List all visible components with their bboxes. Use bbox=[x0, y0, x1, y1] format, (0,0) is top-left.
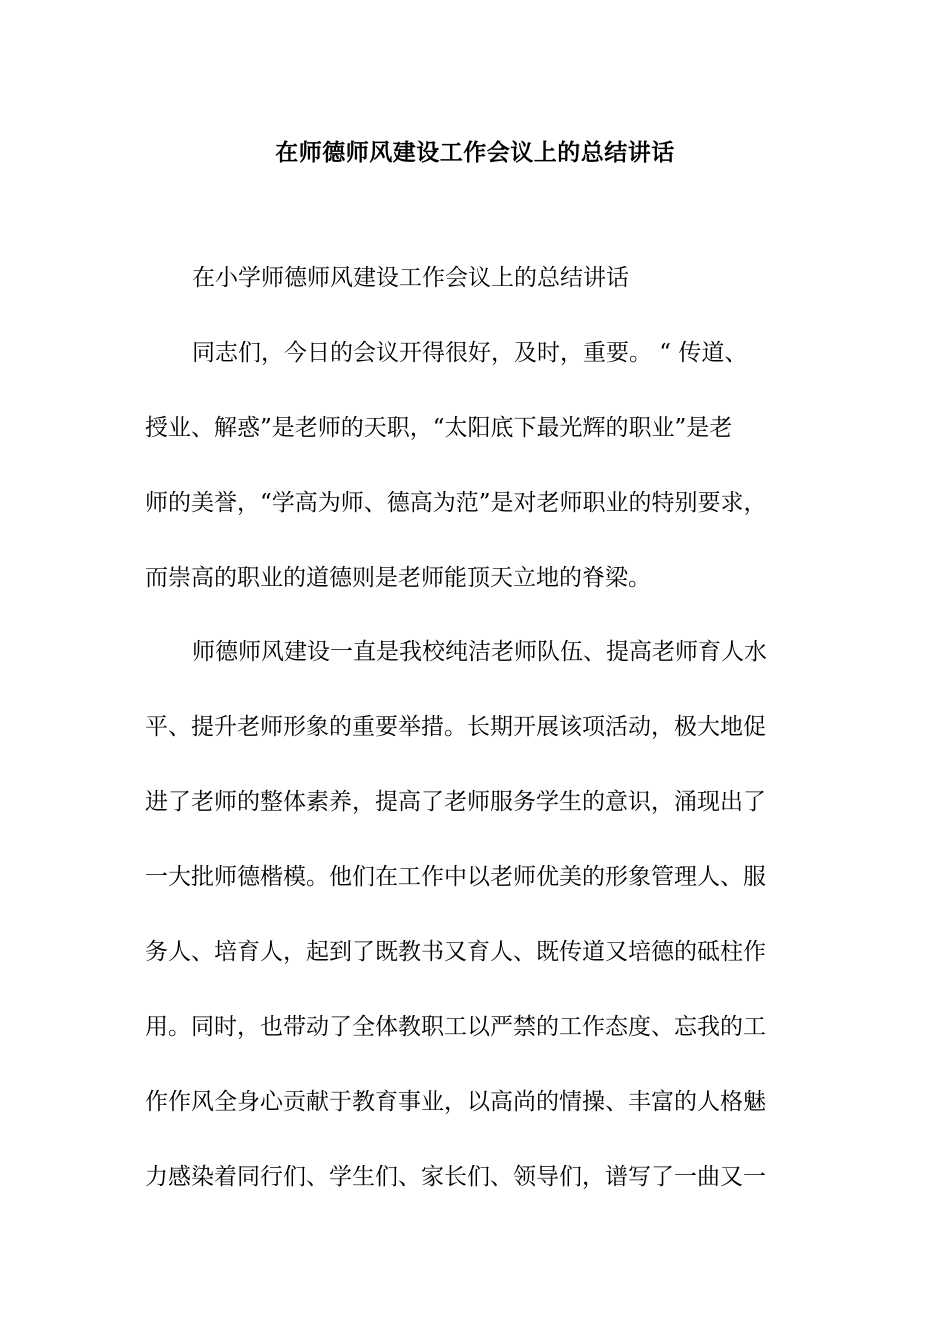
paragraph-line: 而崇高的职业的道德则是老师能顶天立地的脊梁。 bbox=[145, 565, 651, 591]
subtitle-line: 在小学师德师风建设工作会议上的总结讲话 bbox=[192, 265, 629, 291]
paragraph-line: 一大批师德楷模。他们在工作中以老师优美的形象管理人、服 bbox=[145, 864, 766, 890]
paragraph-line: 平、提升老师形象的重要举措。长期开展该项活动，极大地促 bbox=[145, 714, 766, 740]
paragraph-line: 同志们，今日的会议开得很好，及时，重要。 “ 传道、 bbox=[192, 340, 748, 366]
paragraph-line: 师的美誉，“学高为师、德高为范”是对老师职业的特别要求， bbox=[145, 490, 767, 516]
paragraph-line: 务人、培育人，起到了既教书又育人、既传道又培德的砥柱作 bbox=[145, 939, 766, 965]
paragraph-line: 师德师风建设一直是我校纯洁老师队伍、提高老师育人水 bbox=[192, 639, 767, 665]
paragraph-line: 作作风全身心贡献于教育事业，以高尚的情操、丰富的人格魅 bbox=[145, 1089, 766, 1115]
paragraph-line: 力感染着同行们、学生们、家长们、领导们，谱写了一曲又一 bbox=[145, 1164, 766, 1190]
paragraph-line: 进了老师的整体素养，提高了老师服务学生的意识，涌现出了 bbox=[145, 789, 766, 815]
document-title: 在师德师风建设工作会议上的总结讲话 bbox=[275, 140, 675, 166]
paragraph-line: 授业、解惑”是老师的天职，“太阳底下最光辉的职业”是老 bbox=[145, 415, 733, 441]
paragraph-line: 用。同时，也带动了全体教职工以严禁的工作态度、忘我的工 bbox=[145, 1014, 766, 1040]
